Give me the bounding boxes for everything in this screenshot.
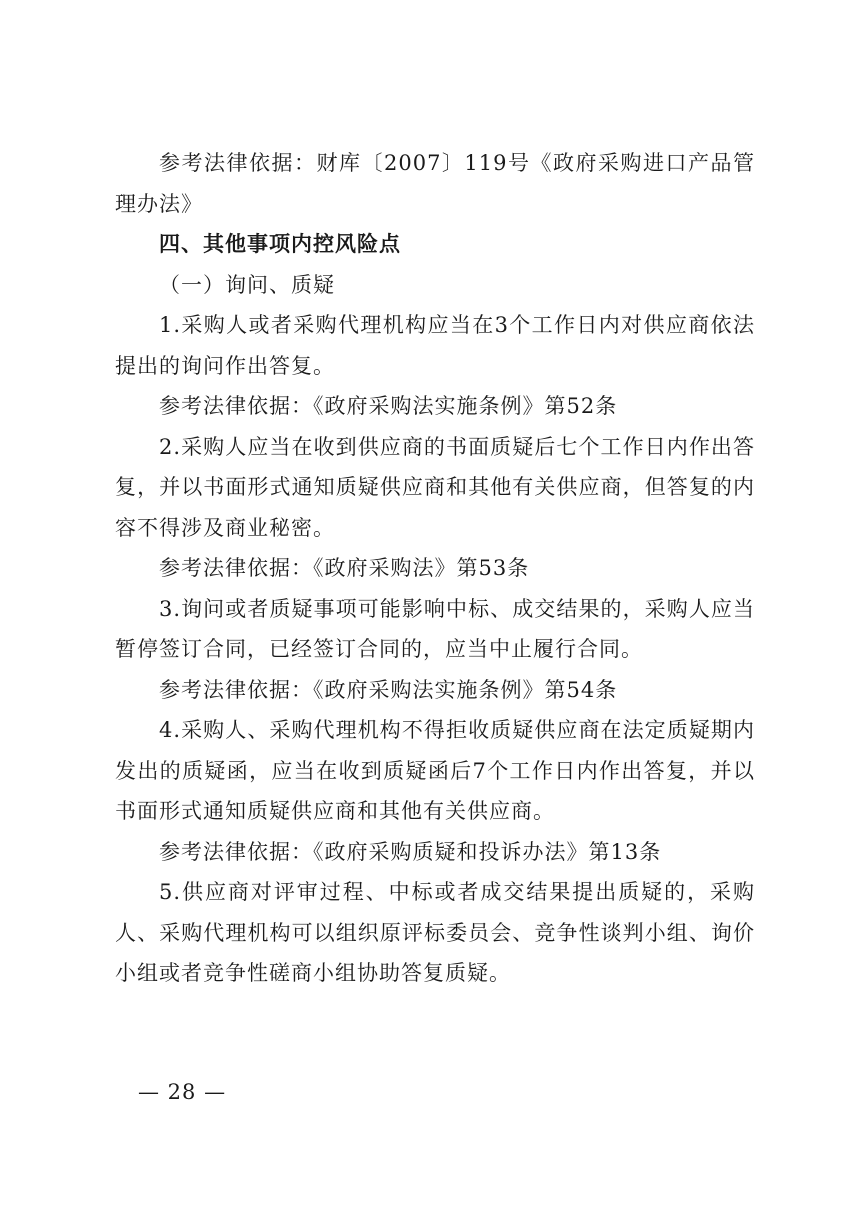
subsection-heading: （一）询问、质疑 — [159, 272, 335, 297]
rule-paragraph-1: 1.采购人或者采购代理机构应当在3个工作日内对供应商依法提出的询问作出答复。 — [115, 313, 755, 378]
legal-basis-paragraph: 参考法律依据：《政府采购质疑和投诉办法》第13条 — [159, 839, 662, 864]
legal-basis-paragraph: 参考法律依据：《政府采购法实施条例》第52条 — [159, 394, 618, 418]
rule-paragraph-2: 2.采购人应当在收到供应商的书面质疑后七个工作日内作出答复，并以书面形式通知质疑供应商和其他有关供应商，但答复的内容不得涉及商业秘密。 — [115, 434, 755, 540]
rule-paragraph-5: 5.供应商对评审过程、中标或者成交结果提出质疑的，采购人、采购代理机构可以组织原评标委员会、竞争性谈判小组、询价小组或者竞争性磋商小组协助答复质疑。 — [115, 880, 755, 985]
document-body — [115, 143, 755, 994]
legal-basis-paragraph: 参考法律依据：《政府采购法实施条例》第54条 — [159, 677, 618, 702]
rule-paragraph-3: 3.询问或者质疑事项可能影响中标、成交结果的，采购人应当暂停签订合同，已经签订合同的，应当中止履行合同。 — [115, 596, 755, 661]
rule-paragraph-4: 4.采购人、采购代理机构不得拒收质疑供应商在法定质疑期内发出的质疑函，应当在收到质疑函后7个工作日内作出答复，并以书面形式通知质疑供应商和其他有关供应商。 — [115, 718, 755, 823]
legal-basis-paragraph: 参考法律依据：《政府采购法》第53条 — [159, 556, 530, 580]
legal-basis-paragraph: 参考法律依据：财库〔2007〕119号《政府采购进口产品管理办法》 — [115, 151, 755, 216]
page-number: — 28 — — [138, 1080, 227, 1104]
section-heading: 四、其他事项内控风险点 — [159, 232, 401, 256]
